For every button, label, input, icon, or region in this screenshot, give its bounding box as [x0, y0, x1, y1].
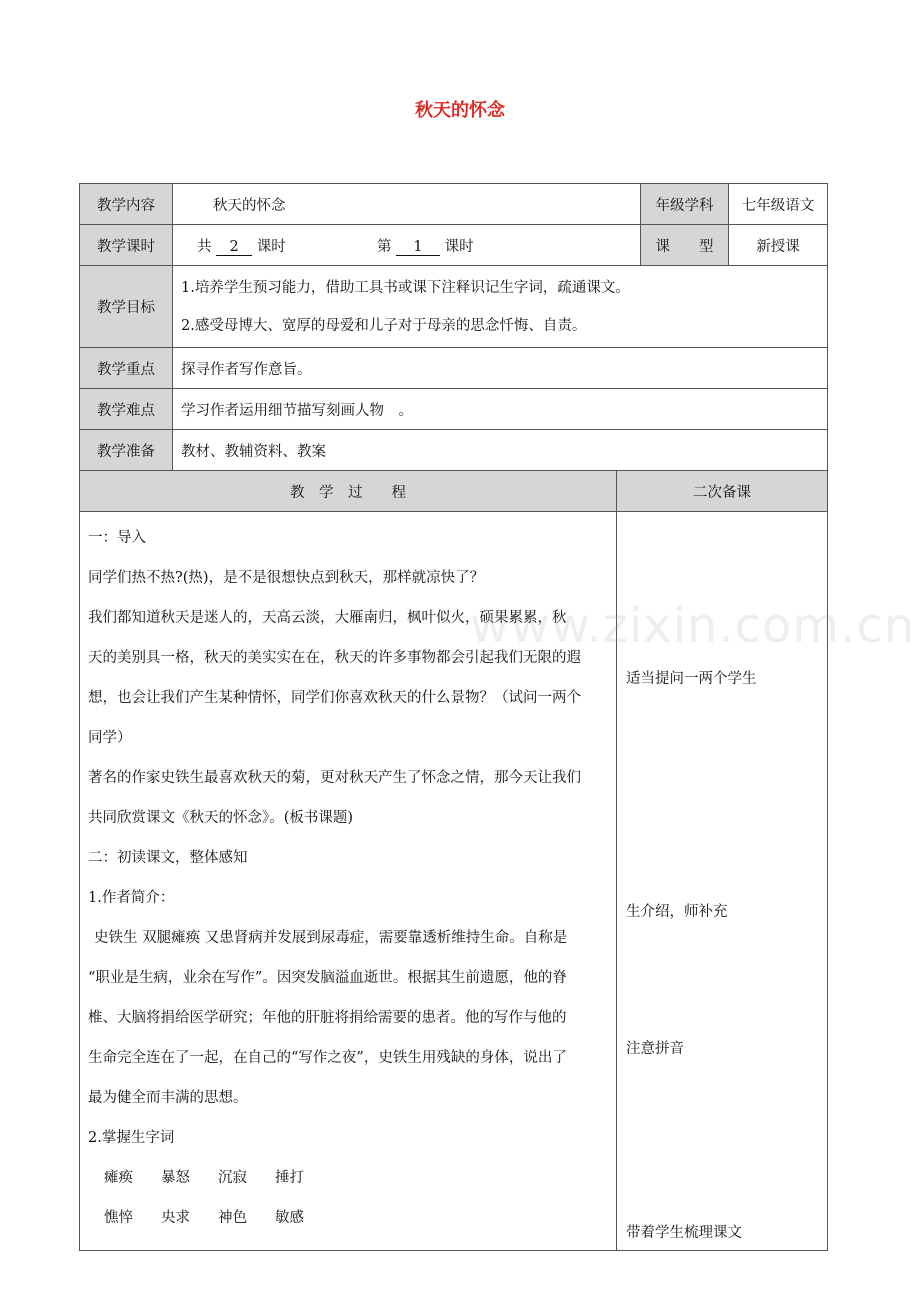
- hours-nth-prefix: 第: [376, 238, 392, 255]
- prep-label: 教学准备: [80, 430, 173, 471]
- hours-total-suffix: 课时: [256, 238, 286, 255]
- notes-content: [617, 512, 828, 1251]
- grade-label: 年级学科: [641, 184, 729, 225]
- note-item: 注意拼音: [626, 1041, 684, 1057]
- process-line: 共同欣赏课文《秋天的怀念》。(板书课题): [88, 810, 354, 826]
- document-title: 秋天的怀念: [415, 100, 505, 121]
- vocab-word: 央求: [161, 1210, 190, 1226]
- process-content: [80, 512, 617, 1251]
- goal-item: 1.培养学生预习能力，借助工具书或课下注释识记生字词，疏通课文。: [181, 279, 630, 296]
- vocab-word: 憔悴: [104, 1210, 133, 1226]
- hours-value: [173, 225, 641, 266]
- process-line: “职业是生病，业余在写作”。因突发脑溢血逝世。根据其生前遗愿，他的脊: [88, 970, 567, 986]
- row-hours: [80, 225, 828, 266]
- row-difficulty: [80, 389, 828, 430]
- process-line: 同学们热不热?(热)，是不是很想快点到秋天，那样就凉快了？: [88, 570, 485, 586]
- vocab-word: 敏感: [275, 1210, 304, 1226]
- vocab-word: 瘫痪: [104, 1170, 133, 1186]
- vocab-row: [88, 1198, 608, 1238]
- process-line: 同学）: [88, 730, 132, 746]
- hours-total-prefix: 共: [197, 238, 212, 255]
- process-label: 教 学 过 程: [80, 471, 617, 512]
- goals-value: [173, 266, 828, 348]
- goals-label: 教学目标: [80, 266, 173, 348]
- process-line: 想，也会让我们产生某种情怀，同学们你喜欢秋天的什么景物？（试问一两个: [88, 690, 581, 706]
- hours-nth-suffix: 课时: [444, 238, 474, 255]
- note-item: 带着学生梳理课文: [626, 1225, 742, 1241]
- hours-nth: 1: [396, 239, 440, 256]
- process-line: 我们都知道秋天是迷人的，天高云淡，大雁南归，枫叶似火，硕果累累，秋: [88, 610, 567, 626]
- process-line: 椎、大脑将捐给医学研究；年他的肝脏将捐给需要的患者。他的写作与他的: [88, 1010, 567, 1026]
- vocab-word: 沉寂: [218, 1170, 247, 1186]
- note-item: 生介绍，师补充: [626, 904, 728, 920]
- process-line: 天的美别具一格，秋天的美实实在在，秋天的许多事物都会引起我们无限的遐: [88, 650, 581, 666]
- vocab-word: 神色: [218, 1210, 247, 1226]
- vocab-word: 捶打: [275, 1170, 304, 1186]
- process-line: 最为健全而丰满的思想。: [88, 1090, 248, 1106]
- process-line: 生命完全连在了一起，在自己的“写作之夜”，史铁生用残缺的身体，说出了: [88, 1050, 567, 1066]
- vocab-word: 暴怒: [161, 1170, 190, 1186]
- focus-label: 教学重点: [80, 348, 173, 389]
- process-line: 一：导入: [88, 530, 146, 546]
- lesson-plan-table: [79, 183, 828, 1251]
- type-value: 新授课: [729, 225, 828, 266]
- process-line: 著名的作家史铁生最喜欢秋天的菊，更对秋天产生了怀念之情，那今天让我们: [88, 770, 581, 786]
- difficulty-label: 教学难点: [80, 389, 173, 430]
- hours-total: 2: [216, 239, 252, 256]
- process-line: 1.作者简介：: [88, 890, 175, 906]
- prep-value: 教材、教辅资料、教案: [173, 430, 828, 471]
- difficulty-value: 学习作者运用细节描写刻画人物 。: [173, 389, 828, 430]
- goal-item: 2.感受母博大、宽厚的母爱和儿子对于母亲的思念忏悔、自责。: [181, 317, 587, 334]
- row-goals: [80, 266, 828, 348]
- type-label: 课 型: [641, 225, 729, 266]
- vocab-row: [88, 1158, 608, 1198]
- row-focus: [80, 348, 828, 389]
- focus-value: 探寻作者写作意旨。: [173, 348, 828, 389]
- process-line: 2.掌握生字词: [88, 1130, 175, 1146]
- content-value: 秋天的怀念: [173, 184, 641, 225]
- note-item: 适当提问一两个学生: [626, 671, 757, 687]
- process-line: 二：初读课文，整体感知: [88, 850, 248, 866]
- row-process-body: [80, 512, 828, 1251]
- watermark: www.zixin.com.cn: [470, 598, 916, 654]
- hours-label: 教学课时: [80, 225, 173, 266]
- process-line: 史铁生 双腿瘫痪 又患肾病并发展到尿毒症，需要靠透析维持生命。自称是: [94, 930, 568, 946]
- content-label: 教学内容: [80, 184, 173, 225]
- grade-value: 七年级语文: [729, 184, 828, 225]
- row-process-header: [80, 471, 828, 512]
- row-prep: [80, 430, 828, 471]
- row-content: [80, 184, 828, 225]
- notes-label: 二次备课: [617, 471, 828, 512]
